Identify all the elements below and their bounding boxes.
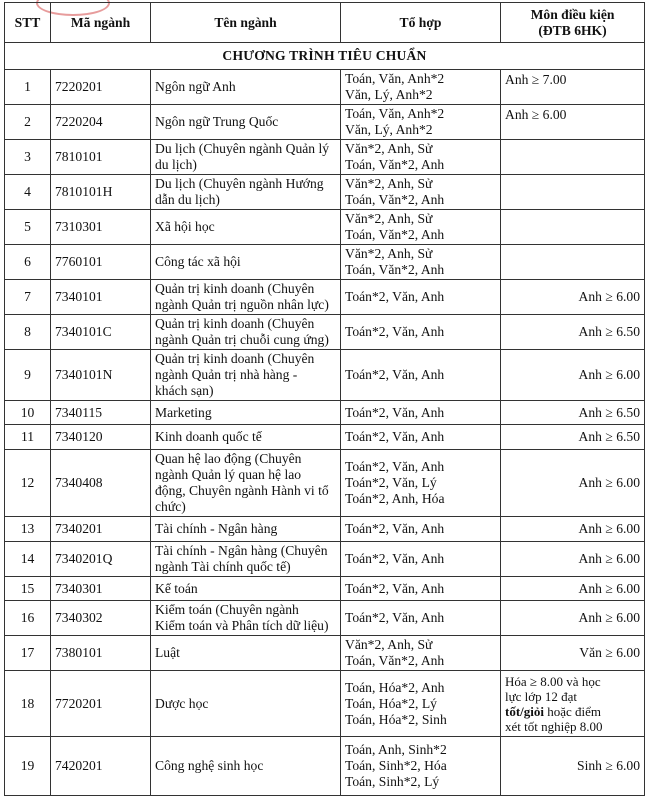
ten-nganh-line: Luật <box>155 645 180 660</box>
to-hop-line: Toán, Văn, Anh*2 <box>345 106 445 121</box>
cell-mon-dieu-kien: Anh ≥ 6.00 <box>501 350 645 401</box>
ten-nganh-line: Quan hệ lao động (Chuyên <box>155 451 302 466</box>
cell-stt: 13 <box>5 517 51 542</box>
section-row <box>5 43 645 70</box>
cell-stt: 6 <box>5 245 51 280</box>
to-hop-line: Toán*2, Anh, Hóa <box>345 491 445 506</box>
header-mon-dieu-kien-line1: Môn điều kiện <box>530 6 615 22</box>
cell-stt: 10 <box>5 401 51 425</box>
cell-to-hop <box>341 140 501 175</box>
ten-nganh-line: Tài chính - Ngân hàng (Chuyên <box>155 543 328 558</box>
cell-ma-nganh: 7220204 <box>51 105 151 140</box>
cell-ma-nganh: 7310301 <box>51 210 151 245</box>
cell-ma-nganh: 7340201Q <box>51 542 151 577</box>
ten-nganh-line: ngành Quản lý quan hệ lao <box>155 467 302 482</box>
cell-ma-nganh: 7340201 <box>51 517 151 542</box>
cell-stt: 8 <box>5 315 51 350</box>
cell-to-hop <box>341 450 501 517</box>
to-hop-line: Văn*2, Anh, Sử <box>345 246 433 261</box>
cell-ten-nganh <box>151 577 341 601</box>
to-hop-line: Văn*2, Anh, Sử <box>345 211 433 226</box>
to-hop-line: Toán, Hóa*2, Sinh <box>345 711 447 727</box>
cell-ma-nganh: 7810101 <box>51 140 151 175</box>
ten-nganh-line: Kế toán <box>155 580 198 596</box>
cell-mon-dieu-kien: Văn ≥ 6.00 <box>501 636 645 671</box>
table-row <box>5 517 645 542</box>
cell-to-hop <box>341 70 501 105</box>
ten-nganh-line: Ngôn ngữ Trung Quốc <box>155 114 279 129</box>
table-row <box>5 671 645 737</box>
table-row <box>5 450 645 517</box>
cell-ma-nganh: 7340101N <box>51 350 151 401</box>
to-hop-line: Toán*2, Văn, Anh <box>345 404 445 420</box>
cell-stt: 11 <box>5 425 51 450</box>
cell-ten-nganh <box>151 517 341 542</box>
cell-mon-dieu-kien <box>501 140 645 175</box>
cell-ma-nganh: 7340101 <box>51 280 151 315</box>
ten-nganh-line: Kinh doanh quốc tế <box>155 429 262 444</box>
header-stt: STT <box>5 3 51 43</box>
table-row <box>5 636 645 671</box>
ten-nganh-line: Công tác xã hội <box>155 254 241 269</box>
admission-table <box>4 2 645 796</box>
cell-stt: 3 <box>5 140 51 175</box>
header-ten-nganh: Tên ngành <box>151 3 341 43</box>
ten-nganh-line: dẫn du lịch) <box>155 192 220 207</box>
cell-mon-dieu-kien: Anh ≥ 6.50 <box>501 315 645 350</box>
cell-mon-dieu-kien: Anh ≥ 6.00 <box>501 280 645 315</box>
cell-ten-nganh <box>151 175 341 210</box>
cell-ma-nganh: 7220201 <box>51 70 151 105</box>
cell-to-hop <box>341 210 501 245</box>
ten-nganh-line: ngành Quản trị chuỗi cung ứng) <box>155 332 329 347</box>
table-row <box>5 245 645 280</box>
table-header-row <box>5 3 645 43</box>
cell-to-hop <box>341 280 501 315</box>
cell-mon-dieu-kien: Anh ≥ 7.00 <box>501 70 645 105</box>
cell-ma-nganh: 7340101C <box>51 315 151 350</box>
cell-stt: 12 <box>5 450 51 517</box>
cell-mon-dieu-kien <box>501 210 645 245</box>
cell-ten-nganh <box>151 671 341 737</box>
cell-ten-nganh <box>151 70 341 105</box>
table-row <box>5 350 645 401</box>
ten-nganh-line: Kiểm toán (Chuyên ngành <box>155 602 299 617</box>
table-row <box>5 542 645 577</box>
cell-mon-dieu-kien: Sinh ≥ 6.00 <box>501 737 645 796</box>
to-hop-line: Văn, Lý, Anh*2 <box>345 122 433 137</box>
to-hop-line: Toán, Văn*2, Anh <box>345 227 445 242</box>
cell-mon-dieu-kien: Anh ≥ 6.00 <box>501 577 645 601</box>
cell-stt: 2 <box>5 105 51 140</box>
cell-to-hop <box>341 315 501 350</box>
ten-nganh-line: khách sạn) <box>155 383 214 398</box>
cell-ma-nganh: 7340301 <box>51 577 151 601</box>
cell-mon-dieu-kien: Anh ≥ 6.00 <box>501 517 645 542</box>
to-hop-line: Toán*2, Văn, Anh <box>345 459 445 474</box>
to-hop-line: Văn, Lý, Anh*2 <box>345 87 433 102</box>
cell-to-hop <box>341 517 501 542</box>
cell-to-hop <box>341 401 501 425</box>
table-row <box>5 70 645 105</box>
to-hop-line: Toán, Anh, Sinh*2 <box>345 742 447 757</box>
cell-mon-dieu-kien <box>501 671 645 737</box>
header-ma-nganh: Mã ngành <box>51 3 151 43</box>
cell-ten-nganh <box>151 636 341 671</box>
cell-stt: 16 <box>5 601 51 636</box>
cell-ma-nganh: 7720201 <box>51 671 151 737</box>
ten-nganh-line: Du lịch (Chuyên ngành Quản lý <box>155 141 330 156</box>
dieu-kien-bold-text: tốt/giỏi <box>505 703 544 719</box>
cell-ten-nganh <box>151 140 341 175</box>
cell-to-hop <box>341 636 501 671</box>
header-to-hop: Tổ hợp <box>341 3 501 43</box>
cell-stt: 9 <box>5 350 51 401</box>
table-row <box>5 210 645 245</box>
cell-ten-nganh <box>151 280 341 315</box>
cell-ma-nganh: 7340302 <box>51 601 151 636</box>
table-row <box>5 601 645 636</box>
to-hop-line: Toán*2, Văn, Anh <box>345 367 445 382</box>
ten-nganh-line: Kiểm toán và Phân tích dữ liệu) <box>155 618 329 633</box>
to-hop-line: Toán, Hóa*2, Anh <box>345 679 445 695</box>
header-mon-dieu-kien-line2: (ĐTB 6HK) <box>538 22 607 38</box>
cell-ten-nganh <box>151 315 341 350</box>
cell-stt: 17 <box>5 636 51 671</box>
cell-stt: 5 <box>5 210 51 245</box>
cell-stt: 19 <box>5 737 51 796</box>
cell-ten-nganh <box>151 542 341 577</box>
header-mon-dieu-kien <box>501 3 645 43</box>
ten-nganh-line: Quản trị kinh doanh (Chuyên <box>155 351 315 366</box>
dieu-kien-line: xét tốt nghiệp 8.00 <box>505 718 603 734</box>
to-hop-line: Toán, Văn, Anh*2 <box>345 71 445 86</box>
cell-to-hop <box>341 601 501 636</box>
to-hop-line: Văn*2, Anh, Sử <box>345 176 433 191</box>
ten-nganh-line: động, Chuyên ngành Hành vi tổ <box>155 483 329 498</box>
cell-ten-nganh <box>151 450 341 517</box>
cell-stt: 7 <box>5 280 51 315</box>
cell-stt: 1 <box>5 70 51 105</box>
cell-ma-nganh: 7340120 <box>51 425 151 450</box>
cell-mon-dieu-kien: Anh ≥ 6.00 <box>501 450 645 517</box>
table-row <box>5 175 645 210</box>
ten-nganh-line: ngành Quản trị nguồn nhân lực) <box>155 297 329 312</box>
ten-nganh-line: Tài chính - Ngân hàng <box>155 521 278 536</box>
cell-mon-dieu-kien: Anh ≥ 6.50 <box>501 425 645 450</box>
cell-to-hop <box>341 245 501 280</box>
ten-nganh-line: Dược học <box>155 695 209 711</box>
to-hop-line: Toán, Văn*2, Anh <box>345 157 445 172</box>
to-hop-line: Toán*2, Văn, Lý <box>345 475 437 490</box>
ten-nganh-line: chức) <box>155 499 186 514</box>
cell-ma-nganh: 7420201 <box>51 737 151 796</box>
ten-nganh-line: Quản trị kinh doanh (Chuyên <box>155 316 315 331</box>
ten-nganh-line: Marketing <box>155 404 212 420</box>
cell-mon-dieu-kien <box>501 175 645 210</box>
to-hop-line: Toán, Văn*2, Anh <box>345 653 445 668</box>
cell-to-hop <box>341 425 501 450</box>
cell-ten-nganh <box>151 350 341 401</box>
cell-ma-nganh: 7380101 <box>51 636 151 671</box>
to-hop-line: Toán*2, Văn, Anh <box>345 521 445 536</box>
cell-mon-dieu-kien: Anh ≥ 6.50 <box>501 401 645 425</box>
table-row <box>5 105 645 140</box>
dieu-kien-line: Hóa ≥ 8.00 và học <box>505 673 601 689</box>
to-hop-line: Toán, Văn*2, Anh <box>345 192 445 207</box>
table-row <box>5 280 645 315</box>
cell-ten-nganh <box>151 601 341 636</box>
cell-mon-dieu-kien <box>501 245 645 280</box>
ten-nganh-line: du lịch) <box>155 157 197 172</box>
to-hop-line: Văn*2, Anh, Sử <box>345 141 433 156</box>
cell-stt: 15 <box>5 577 51 601</box>
to-hop-line: Toán, Sinh*2, Hóa <box>345 758 447 773</box>
to-hop-line: Toán, Hóa*2, Lý <box>345 695 437 711</box>
table-row <box>5 401 645 425</box>
cell-ma-nganh: 7340115 <box>51 401 151 425</box>
to-hop-line: Toán, Văn*2, Anh <box>345 262 445 277</box>
table-row <box>5 425 645 450</box>
to-hop-line: Toán, Sinh*2, Lý <box>345 774 440 789</box>
ten-nganh-line: Du lịch (Chuyên ngành Hướng <box>155 176 324 191</box>
to-hop-line: Toán*2, Văn, Anh <box>345 429 445 444</box>
cell-to-hop <box>341 175 501 210</box>
table-row <box>5 737 645 796</box>
cell-ma-nganh: 7810101H <box>51 175 151 210</box>
ten-nganh-line: ngành Quản trị nhà hàng - <box>155 367 298 382</box>
ten-nganh-line: Quản trị kinh doanh (Chuyên <box>155 281 315 296</box>
cell-ten-nganh <box>151 210 341 245</box>
cell-ten-nganh <box>151 425 341 450</box>
cell-stt: 14 <box>5 542 51 577</box>
cell-ten-nganh <box>151 737 341 796</box>
cell-ten-nganh <box>151 401 341 425</box>
cell-to-hop <box>341 737 501 796</box>
cell-to-hop <box>341 577 501 601</box>
table-row <box>5 577 645 601</box>
ten-nganh-line: Ngôn ngữ Anh <box>155 79 236 94</box>
to-hop-line: Toán*2, Văn, Anh <box>345 551 445 566</box>
cell-ten-nganh <box>151 105 341 140</box>
cell-ma-nganh: 7340408 <box>51 450 151 517</box>
to-hop-line: Toán*2, Văn, Anh <box>345 580 445 596</box>
table-row <box>5 140 645 175</box>
table-row <box>5 315 645 350</box>
ten-nganh-line: Công nghệ sinh học <box>155 758 264 773</box>
cell-mon-dieu-kien: Anh ≥ 6.00 <box>501 542 645 577</box>
ten-nganh-line: Xã hội học <box>155 219 215 234</box>
ten-nganh-line: ngành Tài chính quốc tế) <box>155 559 291 574</box>
cell-to-hop <box>341 350 501 401</box>
dieu-kien-line: lực lớp 12 đạt <box>505 688 578 704</box>
dieu-kien-text: hoặc điểm <box>544 703 602 719</box>
dieu-kien-line <box>505 704 640 719</box>
cell-to-hop <box>341 105 501 140</box>
cell-stt: 18 <box>5 671 51 737</box>
to-hop-line: Văn*2, Anh, Sử <box>345 637 433 652</box>
cell-to-hop <box>341 542 501 577</box>
cell-mon-dieu-kien: Anh ≥ 6.00 <box>501 601 645 636</box>
to-hop-line: Toán*2, Văn, Anh <box>345 610 445 625</box>
cell-mon-dieu-kien: Anh ≥ 6.00 <box>501 105 645 140</box>
cell-to-hop <box>341 671 501 737</box>
cell-ten-nganh <box>151 245 341 280</box>
cell-stt: 4 <box>5 175 51 210</box>
cell-ma-nganh: 7760101 <box>51 245 151 280</box>
section-title: CHƯƠNG TRÌNH TIÊU CHUẨN <box>5 43 645 70</box>
to-hop-line: Toán*2, Văn, Anh <box>345 289 445 304</box>
to-hop-line: Toán*2, Văn, Anh <box>345 324 445 339</box>
